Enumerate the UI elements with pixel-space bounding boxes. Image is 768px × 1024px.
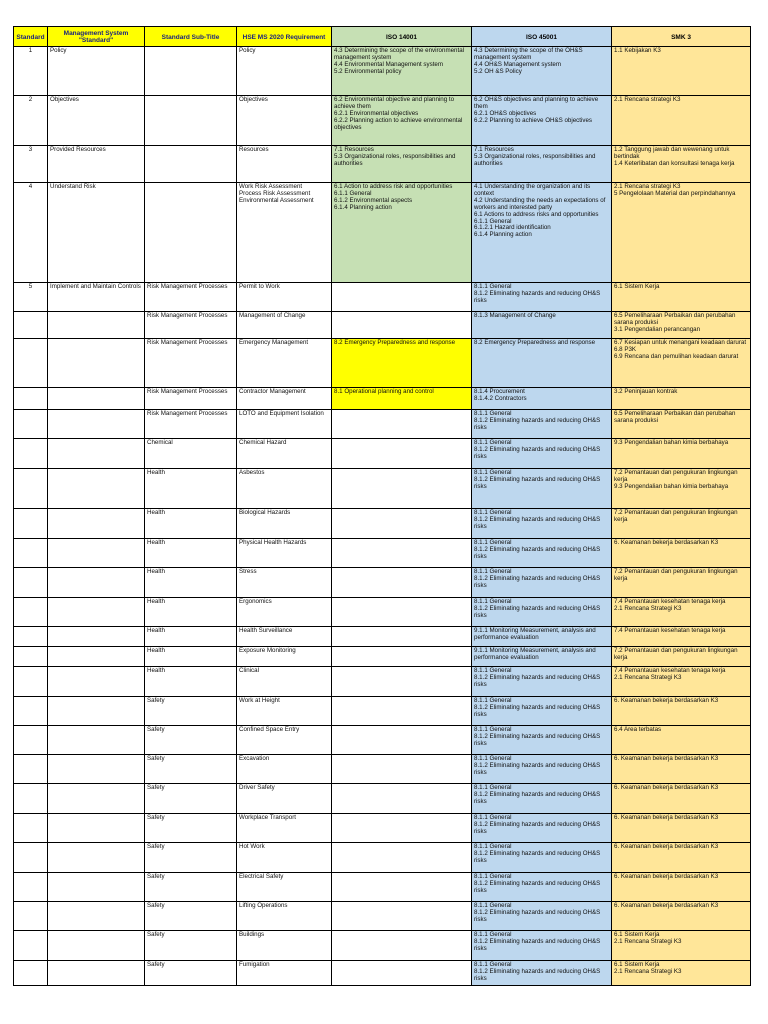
row-iso45001-cell: 8.1.1 General 8.1.2 Eliminating hazards and reducing OH&S risks <box>472 931 612 961</box>
table-row <box>14 509 751 539</box>
row-standard-subtitle-cell <box>145 183 237 283</box>
row-management-system-cell: Provided Resources <box>48 146 145 183</box>
row-iso45001-cell: 8.1.1 General 8.1.2 Eliminating hazards and reducing OH&S risks <box>472 568 612 598</box>
table-row <box>14 47 751 96</box>
row-management-system-cell <box>48 814 145 843</box>
row-number-cell <box>14 961 48 986</box>
table-row <box>14 814 751 843</box>
header-management-system: Management System "Standard" <box>48 27 145 47</box>
table-row <box>14 961 751 986</box>
row-management-system-cell <box>48 339 145 388</box>
table-row <box>14 873 751 902</box>
row-hse-requirement-cell: Permit to Work <box>237 283 332 312</box>
row-smk3-cell: 6. Keamanan bekerja berdasarkan K3 <box>612 697 751 726</box>
row-standard-subtitle-cell: Safety <box>145 697 237 726</box>
row-hse-requirement-cell: Chemical Hazard <box>237 439 332 469</box>
row-number-cell: 1 <box>14 47 48 96</box>
row-smk3-cell: 6.5 Pemeliharaan Perbaikan dan perubahan sarana produksi 3.1 Pengendalian perancangan <box>612 312 751 339</box>
row-number-cell: 2 <box>14 96 48 146</box>
table-row <box>14 784 751 814</box>
row-iso14001-cell <box>332 931 472 961</box>
row-hse-requirement-cell: Work at Height <box>237 697 332 726</box>
row-iso45001-cell: 8.1.3 Management of Change <box>472 312 612 339</box>
row-number-cell <box>14 873 48 902</box>
row-smk3-cell: 6.1 Sistem Kerja 2.1 Rencana Strategi K3 <box>612 961 751 986</box>
row-management-system-cell <box>48 469 145 509</box>
row-number-cell <box>14 726 48 755</box>
row-management-system-cell <box>48 961 145 986</box>
row-smk3-cell: 3.2 Peninjauan kontrak <box>612 388 751 410</box>
row-iso45001-cell: 8.1.1 General 8.1.2 Eliminating hazards and reducing OH&S risks <box>472 539 612 568</box>
header-hse-requirement: HSE MS 2020 Requirement <box>237 27 332 47</box>
row-standard-subtitle-cell: Health <box>145 598 237 627</box>
row-standard-subtitle-cell: Safety <box>145 726 237 755</box>
row-management-system-cell <box>48 843 145 873</box>
table-row <box>14 539 751 568</box>
row-iso45001-cell: 8.1.1 General 8.1.2 Eliminating hazards and reducing OH&S risks <box>472 902 612 931</box>
table-row <box>14 283 751 312</box>
row-iso45001-cell: 8.2 Emergency Preparedness and response <box>472 339 612 388</box>
header-row <box>14 27 751 47</box>
row-standard-subtitle-cell: Health <box>145 539 237 568</box>
row-smk3-cell: 7.4 Pemantauan kesehatan tenaga kerja <box>612 627 751 647</box>
row-management-system-cell <box>48 784 145 814</box>
header-standard: Standard <box>14 27 48 47</box>
row-iso14001-cell: 6.2 Environmental objective and planning to achieve them 6.2.1 Environmental objectives 6.2.2 Planning action to achieve environmental objectives <box>332 96 472 146</box>
row-management-system-cell <box>48 388 145 410</box>
row-smk3-cell: 6. Keamanan bekerja berdasarkan K3 <box>612 843 751 873</box>
row-standard-subtitle-cell: Health <box>145 509 237 539</box>
row-hse-requirement-cell: Physical Health Hazards <box>237 539 332 568</box>
header-smk3: SMK 3 <box>612 27 751 47</box>
row-hse-requirement-cell: Ergonomics <box>237 598 332 627</box>
row-hse-requirement-cell: Confined Space Entry <box>237 726 332 755</box>
row-iso14001-cell <box>332 439 472 469</box>
row-management-system-cell <box>48 697 145 726</box>
row-standard-subtitle-cell: Risk Management Processes <box>145 410 237 439</box>
row-standard-subtitle-cell: Risk Management Processes <box>145 312 237 339</box>
row-iso45001-cell: 8.1.1 General 8.1.2 Eliminating hazards and reducing OH&S risks <box>472 784 612 814</box>
row-iso14001-cell <box>332 873 472 902</box>
header-iso45001: ISO 45001 <box>472 27 612 47</box>
row-number-cell <box>14 598 48 627</box>
row-iso45001-cell: 8.1.1 General 8.1.2 Eliminating hazards and reducing OH&S risks <box>472 598 612 627</box>
row-iso45001-cell: 8.1.1 General 8.1.2 Eliminating hazards and reducing OH&S risks <box>472 509 612 539</box>
row-iso14001-cell <box>332 814 472 843</box>
row-number-cell <box>14 667 48 697</box>
row-hse-requirement-cell: Driver Safety <box>237 784 332 814</box>
row-number-cell <box>14 539 48 568</box>
row-smk3-cell: 6. Keamanan bekerja berdasarkan K3 <box>612 902 751 931</box>
table-row <box>14 388 751 410</box>
row-smk3-cell: 6.7 Kesiapan untuk menangani keadaan darurat 6.8 P3K 6.9 Rencana dan pemulihan keadaan darurat <box>612 339 751 388</box>
row-number-cell <box>14 814 48 843</box>
row-management-system-cell <box>48 439 145 469</box>
row-smk3-cell: 7.2 Pemantauan dan pengukuran lingkungan kerja <box>612 568 751 598</box>
row-hse-requirement-cell: Workplace Transport <box>237 814 332 843</box>
row-hse-requirement-cell: Health Surveillance <box>237 627 332 647</box>
row-iso14001-cell <box>332 509 472 539</box>
table-row <box>14 183 751 283</box>
row-smk3-cell: 9.3 Pengendalian bahan kimia berbahaya <box>612 439 751 469</box>
row-iso14001-cell <box>332 283 472 312</box>
row-iso45001-cell: 8.1.1 General 8.1.2 Eliminating hazards and reducing OH&S risks <box>472 843 612 873</box>
row-standard-subtitle-cell: Chemical <box>145 439 237 469</box>
row-hse-requirement-cell: Clinical <box>237 667 332 697</box>
row-management-system-cell: Policy <box>48 47 145 96</box>
row-hse-requirement-cell: Lifting Operations <box>237 902 332 931</box>
row-smk3-cell: 7.4 Pemantauan kesehatan tenaga kerja 2.1 Rencana Strategi K3 <box>612 667 751 697</box>
table-row <box>14 755 751 784</box>
table-row <box>14 312 751 339</box>
table-row <box>14 439 751 469</box>
row-number-cell <box>14 439 48 469</box>
row-smk3-cell: 6.1 Sistem Kerja 2.1 Rencana Strategi K3 <box>612 931 751 961</box>
row-management-system-cell <box>48 598 145 627</box>
row-number-cell: 5 <box>14 283 48 312</box>
row-hse-requirement-cell: Hot Work <box>237 843 332 873</box>
row-number-cell <box>14 568 48 598</box>
table-body <box>14 47 751 986</box>
row-hse-requirement-cell: Electrical Safety <box>237 873 332 902</box>
row-hse-requirement-cell: Work Risk Assessment Process Risk Assessment Environmental Assessment <box>237 183 332 283</box>
row-iso14001-cell <box>332 598 472 627</box>
row-iso14001-cell <box>332 961 472 986</box>
row-smk3-cell: 6.4 Area terbatas <box>612 726 751 755</box>
row-number-cell <box>14 339 48 388</box>
table-row <box>14 627 751 647</box>
row-smk3-cell: 6. Keamanan bekerja berdasarkan K3 <box>612 784 751 814</box>
row-smk3-cell: 6.1 Sistem Kerja <box>612 283 751 312</box>
table-row <box>14 647 751 667</box>
row-smk3-cell: 6. Keamanan bekerja berdasarkan K3 <box>612 873 751 902</box>
row-standard-subtitle-cell: Safety <box>145 755 237 784</box>
row-iso45001-cell: 6.2 OH&S objectives and planning to achieve them 6.2.1 OH&S objectives 6.2.2 Planning to achieve OH&S objectives <box>472 96 612 146</box>
row-management-system-cell <box>48 647 145 667</box>
row-iso14001-cell <box>332 697 472 726</box>
row-iso45001-cell: 8.1.1 General 8.1.2 Eliminating hazards and reducing OH&S risks <box>472 697 612 726</box>
row-standard-subtitle-cell <box>145 146 237 183</box>
row-iso14001-cell: 8.1 Operational planning and control <box>332 388 472 410</box>
row-hse-requirement-cell: LOTO and Equipment Isolation <box>237 410 332 439</box>
row-hse-requirement-cell: Asbestos <box>237 469 332 509</box>
table-row <box>14 843 751 873</box>
row-iso14001-cell: 6.1 Action to address risk and opportunities 6.1.1 General 6.1.2 Environmental aspects 6.1.4 Planning action <box>332 183 472 283</box>
row-number-cell <box>14 902 48 931</box>
row-management-system-cell <box>48 667 145 697</box>
row-hse-requirement-cell: Management of Change <box>237 312 332 339</box>
row-number-cell <box>14 931 48 961</box>
row-number-cell <box>14 410 48 439</box>
row-number-cell <box>14 509 48 539</box>
table-row <box>14 146 751 183</box>
row-iso14001-cell <box>332 647 472 667</box>
row-management-system-cell: Understand Risk <box>48 183 145 283</box>
row-standard-subtitle-cell <box>145 96 237 146</box>
row-iso14001-cell: 8.2 Emergency Preparedness and response <box>332 339 472 388</box>
row-number-cell <box>14 627 48 647</box>
row-number-cell <box>14 697 48 726</box>
row-iso14001-cell <box>332 902 472 931</box>
row-management-system-cell <box>48 410 145 439</box>
row-hse-requirement-cell: Excavation <box>237 755 332 784</box>
row-standard-subtitle-cell: Safety <box>145 961 237 986</box>
row-standard-subtitle-cell <box>145 47 237 96</box>
row-standard-subtitle-cell: Safety <box>145 902 237 931</box>
row-standard-subtitle-cell: Safety <box>145 784 237 814</box>
row-standard-subtitle-cell: Risk Management Processes <box>145 339 237 388</box>
row-iso14001-cell <box>332 410 472 439</box>
row-hse-requirement-cell: Exposure Monitoring <box>237 647 332 667</box>
row-management-system-cell <box>48 568 145 598</box>
row-smk3-cell: 6. Keamanan bekerja berdasarkan K3 <box>612 539 751 568</box>
row-iso45001-cell: 9.1.1 Monitoring Measurement, analysis and performance evaluation <box>472 647 612 667</box>
row-iso45001-cell: 8.1.1 General 8.1.2 Eliminating hazards and reducing OH&S risks <box>472 469 612 509</box>
row-iso45001-cell: 8.1.1 General 8.1.2 Eliminating hazards and reducing OH&S risks <box>472 726 612 755</box>
row-smk3-cell: 7.2 Pemantauan dan pengukuran lingkungan kerja <box>612 647 751 667</box>
row-management-system-cell <box>48 312 145 339</box>
row-standard-subtitle-cell: Health <box>145 647 237 667</box>
row-hse-requirement-cell: Emergency Management <box>237 339 332 388</box>
row-standard-subtitle-cell: Health <box>145 568 237 598</box>
row-iso14001-cell <box>332 627 472 647</box>
row-smk3-cell: 2.1 Rencana strategi K3 <box>612 96 751 146</box>
row-smk3-cell: 6. Keamanan bekerja berdasarkan K3 <box>612 755 751 784</box>
table-row <box>14 568 751 598</box>
row-management-system-cell <box>48 931 145 961</box>
row-standard-subtitle-cell: Safety <box>145 873 237 902</box>
row-iso14001-cell <box>332 469 472 509</box>
table-row <box>14 410 751 439</box>
row-standard-subtitle-cell: Health <box>145 469 237 509</box>
row-number-cell <box>14 755 48 784</box>
row-management-system-cell: Implement and Maintain Controls <box>48 283 145 312</box>
row-management-system-cell: Objectives <box>48 96 145 146</box>
table-row <box>14 96 751 146</box>
row-iso14001-cell <box>332 539 472 568</box>
table-row <box>14 667 751 697</box>
table-row <box>14 469 751 509</box>
row-management-system-cell <box>48 902 145 931</box>
row-number-cell <box>14 647 48 667</box>
row-iso14001-cell: 4.3 Determining the scope of the environmental management system 4.4 Environmental Management system 5.2 Environmental policy <box>332 47 472 96</box>
row-iso45001-cell: 8.1.1 General 8.1.2 Eliminating hazards and reducing OH&S risks <box>472 283 612 312</box>
row-smk3-cell: 6. Keamanan bekerja berdasarkan K3 <box>612 814 751 843</box>
row-iso45001-cell: 8.1.1 General 8.1.2 Eliminating hazards and reducing OH&S risks <box>472 410 612 439</box>
row-iso14001-cell <box>332 755 472 784</box>
row-smk3-cell: 7.4 Pemantauan kesehatan tenaga kerja 2.1 Rencana Strategi K3 <box>612 598 751 627</box>
row-iso14001-cell <box>332 667 472 697</box>
row-number-cell <box>14 388 48 410</box>
hse-requirements-table <box>13 26 751 986</box>
table-row <box>14 931 751 961</box>
row-hse-requirement-cell: Policy <box>237 47 332 96</box>
row-number-cell <box>14 843 48 873</box>
row-management-system-cell <box>48 509 145 539</box>
row-management-system-cell <box>48 627 145 647</box>
row-iso45001-cell: 4.1 Understanding the organization and its context 4.2 Understanding the needs an expectations of workers and interested party 6.1 Actions to address risks and opportunities 6.1.1 General 6.1.2.1 Hazard identification 6.1.4 Planning action <box>472 183 612 283</box>
row-smk3-cell: 2.1 Rencana strategi K3 5 Pengelolaan Material dan perpindahannya <box>612 183 751 283</box>
row-iso14001-cell <box>332 312 472 339</box>
row-iso14001-cell <box>332 784 472 814</box>
row-hse-requirement-cell: Resources <box>237 146 332 183</box>
row-hse-requirement-cell: Biological Hazards <box>237 509 332 539</box>
row-iso45001-cell: 4.3 Determining the scope of the OH&S management system 4.4 OH&S Management system 5.2 OH &S Policy <box>472 47 612 96</box>
row-hse-requirement-cell: Objectives <box>237 96 332 146</box>
table-row <box>14 697 751 726</box>
row-smk3-cell: 1.1 Kebijakan K3 <box>612 47 751 96</box>
row-standard-subtitle-cell: Safety <box>145 814 237 843</box>
row-smk3-cell: 6.5 Pemeliharaan Perbaikan dan perubahan sarana produksi <box>612 410 751 439</box>
row-iso45001-cell: 8.1.4 Procurement 8.1.4.2 Contractors <box>472 388 612 410</box>
table-row <box>14 339 751 388</box>
row-iso14001-cell: 7.1 Resources 5.3 Organizational roles, responsibilities and authorities <box>332 146 472 183</box>
row-management-system-cell <box>48 539 145 568</box>
row-standard-subtitle-cell: Health <box>145 667 237 697</box>
row-iso14001-cell <box>332 726 472 755</box>
row-standard-subtitle-cell: Risk Management Processes <box>145 388 237 410</box>
row-number-cell <box>14 312 48 339</box>
row-management-system-cell <box>48 873 145 902</box>
table-row <box>14 726 751 755</box>
row-hse-requirement-cell: Buildings <box>237 931 332 961</box>
row-number-cell: 4 <box>14 183 48 283</box>
row-iso14001-cell <box>332 568 472 598</box>
header-standard-subtitle: Standard Sub-Title <box>145 27 237 47</box>
table-row <box>14 598 751 627</box>
row-iso45001-cell: 8.1.1 General 8.1.2 Eliminating hazards and reducing OH&S risks <box>472 873 612 902</box>
row-iso45001-cell: 8.1.1 General 8.1.2 Eliminating hazards and reducing OH&S risks <box>472 667 612 697</box>
row-smk3-cell: 7.2 Pemantauan dan pengukuran lingkungan kerja <box>612 509 751 539</box>
row-iso45001-cell: 9.1.1 Monitoring Measurement, analysis and performance evaluation <box>472 627 612 647</box>
row-number-cell <box>14 784 48 814</box>
row-management-system-cell <box>48 726 145 755</box>
row-standard-subtitle-cell: Risk Management Processes <box>145 283 237 312</box>
row-hse-requirement-cell: Stress <box>237 568 332 598</box>
row-smk3-cell: 1.2 Tanggung jawab dan wewenang untuk bertindak 1.4 Keterlibatan dan konsultasi tenaga kerja <box>612 146 751 183</box>
row-standard-subtitle-cell: Health <box>145 627 237 647</box>
row-number-cell <box>14 469 48 509</box>
row-management-system-cell <box>48 755 145 784</box>
row-number-cell: 3 <box>14 146 48 183</box>
row-iso45001-cell: 8.1.1 General 8.1.2 Eliminating hazards and reducing OH&S risks <box>472 439 612 469</box>
row-iso45001-cell: 8.1.1 General 8.1.2 Eliminating hazards and reducing OH&S risks <box>472 755 612 784</box>
row-iso45001-cell: 7.1 Resources 5.3 Organizational roles, responsibilities and authorities <box>472 146 612 183</box>
row-iso45001-cell: 8.1.1 General 8.1.2 Eliminating hazards and reducing OH&S risks <box>472 961 612 986</box>
row-standard-subtitle-cell: Safety <box>145 843 237 873</box>
row-hse-requirement-cell: Fumigation <box>237 961 332 986</box>
row-iso14001-cell <box>332 843 472 873</box>
row-smk3-cell: 7.2 Pemantauan dan pengukuran lingkungan kerja 9.3 Pengendalian bahan kimia berbahaya <box>612 469 751 509</box>
header-iso14001: ISO 14001 <box>332 27 472 47</box>
row-standard-subtitle-cell: Safety <box>145 931 237 961</box>
table-row <box>14 902 751 931</box>
row-hse-requirement-cell: Contractor Management <box>237 388 332 410</box>
row-iso45001-cell: 8.1.1 General 8.1.2 Eliminating hazards and reducing OH&S risks <box>472 814 612 843</box>
